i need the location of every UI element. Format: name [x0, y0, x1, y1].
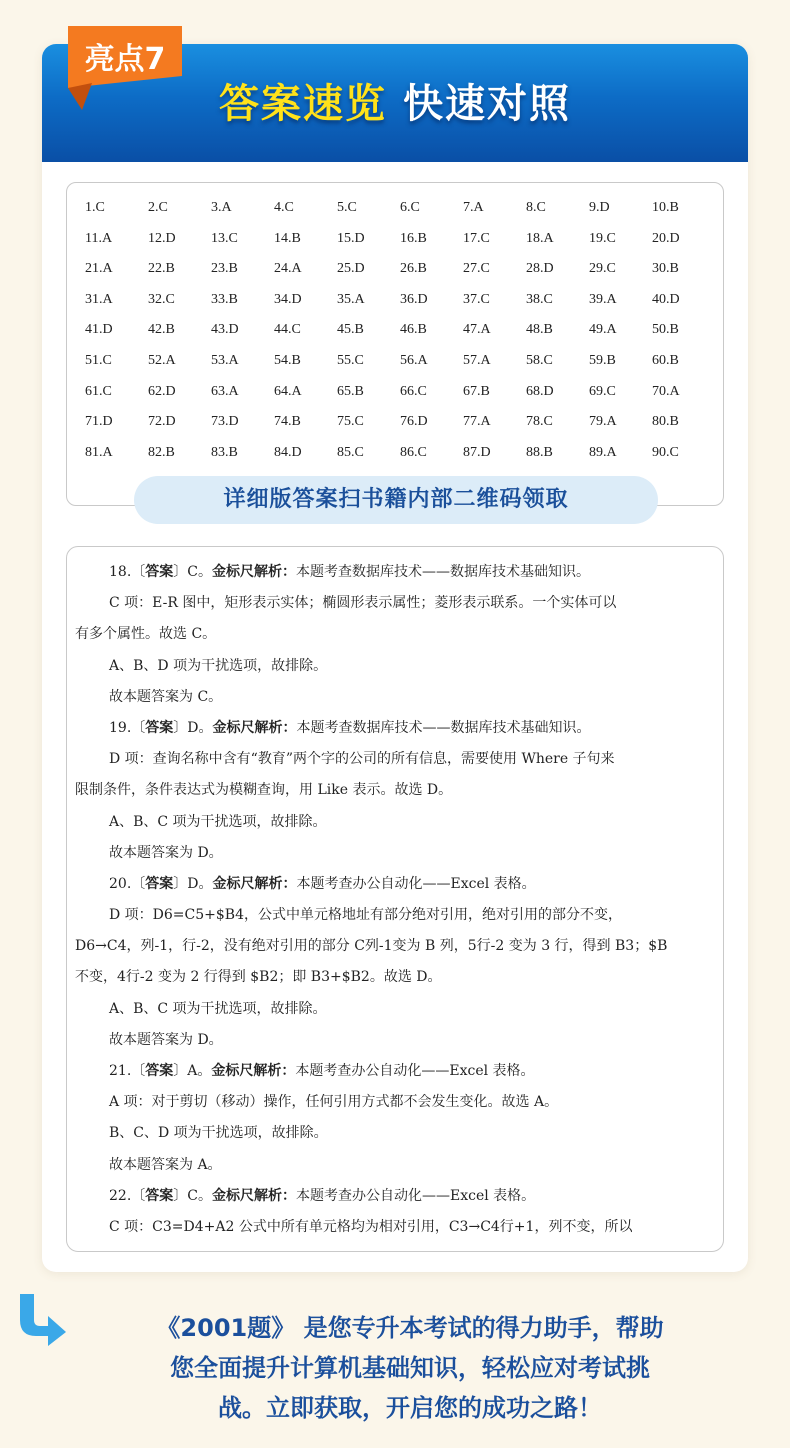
header-title-part1: 答案速览: [219, 81, 388, 127]
answer-cell: 77.A: [463, 414, 491, 430]
answer-cell: 78.C: [526, 414, 553, 430]
answer-tag: 答案: [145, 719, 174, 736]
header-title-part2: 快速对照: [402, 81, 571, 127]
answer-cell: 57.A: [463, 352, 491, 368]
question-heading: [75, 557, 715, 588]
answer-cell: 30.B: [652, 261, 679, 277]
answer-cell: 54.B: [274, 352, 301, 368]
explanation-line: 故本题答案为 C。: [109, 688, 223, 705]
explanation-line: 故本题答案为 A。: [109, 1156, 222, 1173]
analysis-topic: 本题考查办公自动化——Excel 表格。: [295, 1187, 536, 1204]
curved-arrow-icon: [14, 1290, 70, 1346]
answer-cell: 66.C: [400, 383, 427, 399]
explanation-line: B、C、D 项为干扰选项，故排除。: [109, 1125, 328, 1142]
explanation-line: A 项：对于剪切（移动）操作，任何引用方式都不会发生变化。故选 A。: [109, 1094, 559, 1111]
answer-cell: 29.C: [589, 261, 616, 277]
answer-cell: 35.A: [337, 291, 365, 307]
answer-cell: 46.B: [400, 322, 427, 338]
answer-cell: 73.D: [211, 414, 239, 430]
question-number: 21.〔: [109, 1063, 146, 1079]
analysis-topic: 本题考查办公自动化——Excel 表格。: [296, 875, 536, 892]
answer-cell: 12.D: [148, 230, 176, 246]
answer-cell: 15.D: [337, 230, 365, 246]
answer-tag: 答案: [145, 564, 174, 580]
explanation-line: C 项：C3=D4+A2 公式中所有单元格均为相对引用，C3→C4行+1，列不变，所以: [109, 1218, 633, 1235]
answer-cell: 2.C: [148, 200, 168, 215]
answer-cell: 81.A: [85, 444, 113, 460]
answer-cell: 39.A: [589, 291, 617, 307]
answer-cell: 85.C: [337, 444, 364, 460]
answer-cell: 33.B: [211, 291, 238, 307]
analysis-topic: 本题考查办公自动化——Excel 表格。: [295, 1063, 535, 1079]
answer-cell: 28.D: [526, 261, 554, 277]
explanation-line: 故本题答案为 D。: [109, 1031, 223, 1048]
answer-cell: 37.C: [463, 291, 490, 307]
answer-value: 〕C。: [173, 564, 212, 580]
answer-cell: 44.C: [274, 322, 301, 338]
answer-cell: 22.B: [148, 261, 175, 277]
answer-cell: 36.D: [400, 291, 428, 307]
answer-tag: 答案: [145, 875, 174, 892]
answer-cell: 52.A: [148, 352, 176, 368]
answer-cell: 5.C: [337, 200, 357, 215]
answer-cell: 25.D: [337, 261, 365, 277]
answer-tag: 答案: [145, 1063, 174, 1079]
answer-tag: 答案: [145, 1187, 174, 1204]
answer-cell: 11.A: [85, 230, 113, 246]
footer-line-3: 战。立即获取，开启您的成功之路！: [218, 1394, 602, 1422]
answer-cell: 65.B: [337, 383, 364, 399]
answer-cell: 9.D: [589, 200, 610, 215]
analysis-topic: 本题考查数据库技术——数据库技术基础知识。: [296, 719, 591, 736]
answer-cell: 19.C: [589, 230, 616, 246]
answer-cell: 56.A: [400, 352, 428, 368]
question-heading: [75, 713, 715, 744]
explanation-line: D 项：查询名称中含有“教育”两个字的公司的所有信息，需要使用 Where 子句来: [109, 751, 615, 768]
answer-cell: 86.C: [400, 444, 427, 460]
answer-value: 〕D。: [173, 875, 213, 892]
answer-cell: 3.A: [211, 200, 232, 215]
answer-cell: 89.A: [589, 444, 617, 460]
explanation-line: D6→C4，列-1，行-2，没有绝对引用的部分 C列-1变为 B 列，5行-2 变为 3 行，得到 B3；$B: [75, 938, 668, 955]
answer-grid-box: [66, 182, 724, 506]
question-number: 22.〔: [109, 1187, 146, 1204]
explanation-line: A、B、D 项为干扰选项，故排除。: [109, 657, 328, 674]
analysis-tag: 金标尺解析：: [211, 1187, 296, 1204]
question-heading: [75, 1056, 715, 1087]
answer-cell: 48.B: [526, 322, 553, 338]
answer-cell: 14.B: [274, 230, 301, 246]
answer-cell: 61.C: [85, 383, 112, 399]
answer-cell: 32.C: [148, 291, 175, 307]
answer-cell: 69.C: [589, 383, 616, 399]
answer-cell: 53.A: [211, 352, 239, 368]
answer-cell: 1.C: [85, 200, 105, 215]
answer-cell: 7.A: [463, 200, 484, 215]
answer-cell: 72.D: [148, 414, 176, 430]
answer-cell: 79.A: [589, 414, 617, 430]
answer-cell: 43.D: [211, 322, 239, 338]
answer-cell: 50.B: [652, 322, 679, 338]
answer-cell: 59.B: [589, 352, 616, 368]
answer-cell: 18.A: [526, 230, 554, 246]
footer-line-1: 《2001题》 是您专升本考试的得力助手，帮助: [156, 1314, 664, 1342]
answer-cell: 60.B: [652, 352, 679, 368]
answer-cell: 68.D: [526, 383, 554, 399]
answer-cell: 88.B: [526, 444, 553, 460]
analysis-tag: 金标尺解析：: [211, 1063, 296, 1079]
answer-cell: 82.B: [148, 444, 175, 460]
answer-cell: 87.D: [463, 444, 491, 460]
answer-cell: 55.C: [337, 352, 364, 368]
analysis-topic: 本题考查数据库技术——数据库技术基础知识。: [295, 564, 590, 580]
answer-cell: 80.B: [652, 414, 679, 430]
answer-cell: 4.C: [274, 200, 294, 215]
answer-cell: 41.D: [85, 322, 113, 338]
answer-cell: 67.B: [463, 383, 490, 399]
answer-cell: 84.D: [274, 444, 302, 460]
answer-cell: 47.A: [463, 322, 491, 338]
question-heading: [75, 1181, 715, 1212]
detail-explanation-box: [66, 546, 724, 1252]
answer-cell: 58.C: [526, 352, 553, 368]
answer-cell: 62.D: [148, 383, 176, 399]
explanation-line: A、B、C 项为干扰选项，故排除。: [109, 1000, 327, 1017]
answer-cell: 26.B: [400, 261, 427, 277]
answer-cell: 90.C: [652, 444, 679, 460]
analysis-tag: 金标尺解析：: [212, 875, 297, 892]
answer-cell: 42.B: [148, 322, 175, 338]
answer-cell: 70.A: [652, 383, 680, 399]
answer-cell: 51.C: [85, 352, 112, 368]
answer-cell: 24.A: [274, 261, 302, 277]
explanation-line: 不变，4行-2 变为 2 行得到 $B2；即 B3+$B2。故选 D。: [75, 969, 442, 986]
promo-footer: [70, 1308, 750, 1428]
question-number: 19.〔: [109, 719, 146, 736]
footer-line-2: 您全面提升计算机基础知识，轻松应对考试挑: [170, 1354, 650, 1382]
highlight-badge: [68, 26, 182, 110]
explanation-line: A、B、C 项为干扰选项，故排除。: [109, 813, 327, 830]
explanation-line: 有多个属性。故选 C。: [75, 626, 217, 643]
question-number: 18.〔: [109, 564, 146, 580]
answer-cell: 49.A: [589, 322, 617, 338]
answer-cell: 40.D: [652, 291, 680, 307]
answer-value: 〕A。: [173, 1063, 212, 1079]
answer-cell: 34.D: [274, 291, 302, 307]
answer-cell: 8.C: [526, 200, 546, 215]
answer-value: 〕D。: [173, 719, 213, 736]
analysis-tag: 金标尺解析：: [212, 719, 297, 736]
badge-label: 亮点7: [84, 42, 166, 77]
answer-cell: 17.C: [463, 230, 490, 246]
answer-cell: 27.C: [463, 261, 490, 277]
answer-grid: [85, 193, 715, 468]
explanation-line: D 项：D6=C5+$B4，公式中单元格地址有部分绝对引用，绝对引用的部分不变，: [109, 907, 622, 924]
answer-cell: 16.B: [400, 230, 427, 246]
answer-cell: 76.D: [400, 414, 428, 430]
answer-cell: 13.C: [211, 230, 238, 246]
explanation-line: 限制条件，条件表达式为模糊查询，用 Like 表示。故选 D。: [75, 782, 453, 799]
answer-cell: 23.B: [211, 261, 238, 277]
answer-cell: 74.B: [274, 414, 301, 430]
answer-cell: 63.A: [211, 383, 239, 399]
explanation-text: [75, 557, 715, 1243]
answer-cell: 38.C: [526, 291, 553, 307]
question-number: 20.〔: [109, 875, 146, 892]
answer-cell: 75.C: [337, 414, 364, 430]
answer-cell: 71.D: [85, 414, 113, 430]
answer-cell: 6.C: [400, 200, 420, 215]
answer-cell: 31.A: [85, 291, 113, 307]
answer-cell: 21.A: [85, 261, 113, 277]
answer-value: 〕C。: [173, 1187, 212, 1204]
detail-notice-pill: 详细版答案扫书籍内部二维码领取: [134, 476, 658, 524]
question-heading: [75, 869, 715, 900]
explanation-line: 故本题答案为 D。: [109, 844, 223, 861]
analysis-tag: 金标尺解析：: [211, 564, 296, 580]
answer-cell: 20.D: [652, 230, 680, 246]
answer-cell: 83.B: [211, 444, 238, 460]
answer-cell: 10.B: [652, 200, 679, 215]
answer-cell: 45.B: [337, 322, 364, 338]
answer-cell: 64.A: [274, 383, 302, 399]
explanation-line: C 项：E-R 图中，矩形表示实体；椭圆形表示属性；菱形表示联系。一个实体可以: [109, 595, 617, 612]
